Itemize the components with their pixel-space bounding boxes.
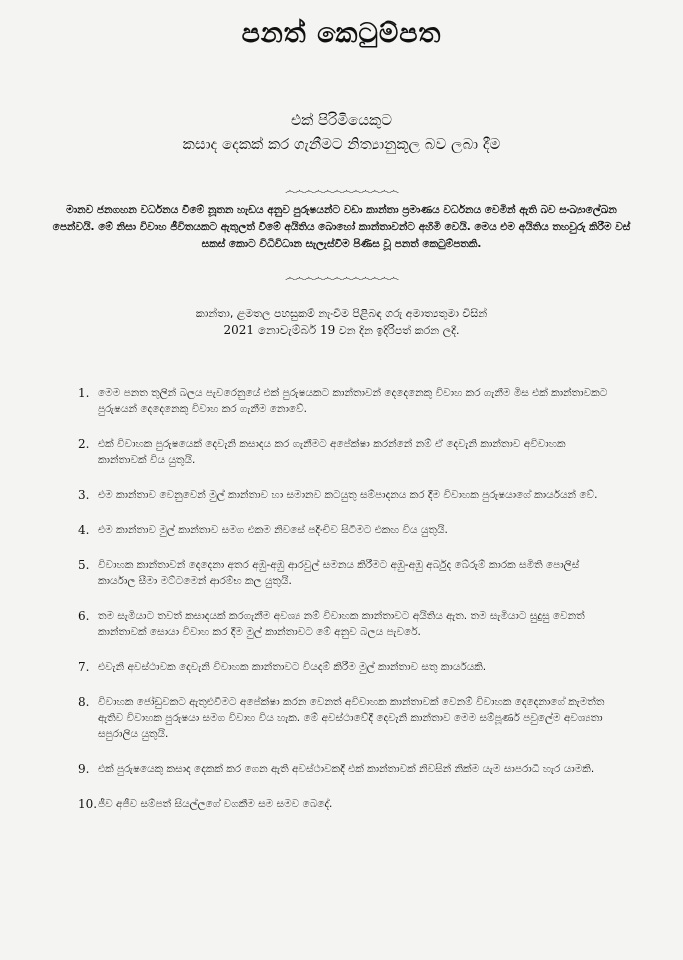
clause-number: 8.: [78, 695, 90, 709]
clause-item: [80, 796, 608, 812]
issued-date: 2021 නොවැම්බර් 19: [223, 323, 336, 337]
issued-statement: [40, 305, 643, 339]
clause-text: තම සැමියාට තවත් කසාදයක් කරගැනීම අවශ්‍ය නම් විවාහක කාන්තාවට අයිතිය ඇත. තම සැමියාට සුදුසු වෙනත් කාන්තාවක් සොයා විවාහ කර දීම මුල් කාන්තාවට මේ අනුව බලය පැවරේ.: [98, 610, 585, 638]
clause-list: [40, 385, 643, 812]
clause-number: 6.: [78, 609, 90, 623]
clause-text: විවාහක ජෝඩුවකට ඇතුළුවීමට අපේක්ෂා කරන වෙනත් අවිවාහක කාන්තාවක් වෙනම් විවාහක දෙදෙනාගේ කැමත්ත ඇතිව විවාහක පුරුෂයා සමග විවාහ විය හැක. මේ අවස්ථාවේදී දෙවැනි කාන්තාව මෙම සම්පූර්ණ පවුලේම අවශ්‍යතා සපුරාලිය යුතුයි.: [98, 696, 605, 740]
issued-suffix: වන දින ඉදිරිපත් කරන ලදී.: [335, 324, 460, 337]
intro-paragraph: මානව ජනගහන වර්ධනය වීමේ නූතන හැඩය අනුව පුරුෂයන්ට වඩා කාන්තා ප්‍රමාණය වර්ධනය වෙමින් ඇති බව සංඛ්‍යාලේඛන පෙන්වයි. මේ නිසා විවාහ ජීවිතයකට ඇතුලත් වීමේ අයිතිය බොහෝ කාන්තාවන්ට අහිමි වෙයි. මෙය එම අයිතිය තහවුරු කිරීම වස් සකස් කොට විධිවිධාන සැලැස්වීම පිණිස වූ පනත් කෙටුම්පතකි.: [52, 204, 631, 250]
clause-text: එක් විවාහක පුරුෂයෙක් දෙවැනි කසාදය කර ගැනීමට අපේක්ෂා කරන්නේ නම් ඒ දෙවැනි කාන්තාව අවිවාහක කාන්තාවක් විය යුතුයි.: [98, 438, 566, 466]
clause-item: [80, 761, 608, 777]
document-subtitle: [40, 108, 643, 156]
clause-item: [80, 557, 608, 589]
clause-item: [80, 436, 608, 468]
issued-by: කාන්තා, ළමතල පහසුකම් නැංවීම පිළිබඳ ගරු අමාත්‍යතුමා විසින්: [195, 307, 488, 320]
subtitle-line-2: කසාද දෙකක් කර ගැනීමට නිත්‍යානුකූල බව ලබා දීම: [182, 135, 501, 153]
clause-number: 5.: [78, 558, 90, 572]
clause-number: 2.: [78, 437, 90, 451]
document-title: පනත් කෙටුම්පත: [241, 18, 442, 49]
clause-text: ජීව අජීව සම්පත් සියල්ලගේ වගකීම සම සමව බෙදේ.: [98, 798, 333, 810]
ornament-divider-bottom: ෴෴෴෴෴෴෴෴෴෴෴෴: [284, 271, 399, 284]
clause-number: 10.: [78, 797, 98, 811]
clause-text: එවැනි අවස්ථාවක දෙවැනි විවාහක කාන්තාවට වියදම් කිරීම මුල් කාන්තාව සතු කාර්යයකි.: [98, 661, 487, 673]
clause-text: එම කාන්තාව මුල් කාන්තාව සමග එකම නිවසේ පදිංචිව සිටීමට එකඟ විය යුතුයි.: [98, 524, 448, 536]
clause-item: [80, 608, 608, 640]
clause-item: [80, 694, 608, 742]
clause-item: [80, 659, 608, 675]
clause-text: මෙම පනත තුලින් බලය පැවරෙනුයේ එක් පුරුෂයකට කාන්තාවන් දෙදෙනෙකු විවාහ කර ගැනීම මිස එක් කාන්තාවකට පුරුෂයන් දෙදෙනෙකු විවාහ කර ගැනීම නොවේ.: [98, 387, 608, 415]
issued-date-line: [40, 322, 643, 339]
subtitle-line-1: එක් පිරිමියෙකුට: [290, 111, 393, 129]
clause-item: [80, 487, 608, 503]
clause-number: 3.: [78, 488, 90, 502]
clause-text: එම කාන්තාව වෙනුවෙන් මුල් කාන්තාව හා සමානව කටයුතු සම්පාදනය කර දීම විවාහක පුරුෂයාගේ කාර්යයන් වේ.: [98, 489, 598, 501]
clause-number: 9.: [78, 762, 90, 776]
clause-text: විවාහක කාන්තාවන් දෙදෙනා අතර අඹු-අඹු ආරවුල් සමනය කිරීමට අඹු-අඹු අර්බුද බේරුම් කාරක සමිති පොලිස් කාර්යාල සීමා මට්ටමෙන් ආරම්භ කල යුතුයි.: [98, 559, 580, 587]
clause-text: එක් පුරුෂයෙකු කසාද දෙකක් කර ගෙන ඇති අවස්ථාවකදී එක් කාන්තාවක් නිවසින් නික්ම යැම සාපරාධී හැර යාමකි.: [98, 763, 595, 775]
ornament-divider-top: ෴෴෴෴෴෴෴෴෴෴෴෴: [284, 184, 399, 197]
clause-number: 7.: [78, 660, 90, 674]
clause-item: [80, 385, 608, 417]
clause-item: [80, 522, 608, 538]
clause-number: 4.: [78, 523, 90, 537]
clause-number: 1.: [78, 386, 90, 400]
